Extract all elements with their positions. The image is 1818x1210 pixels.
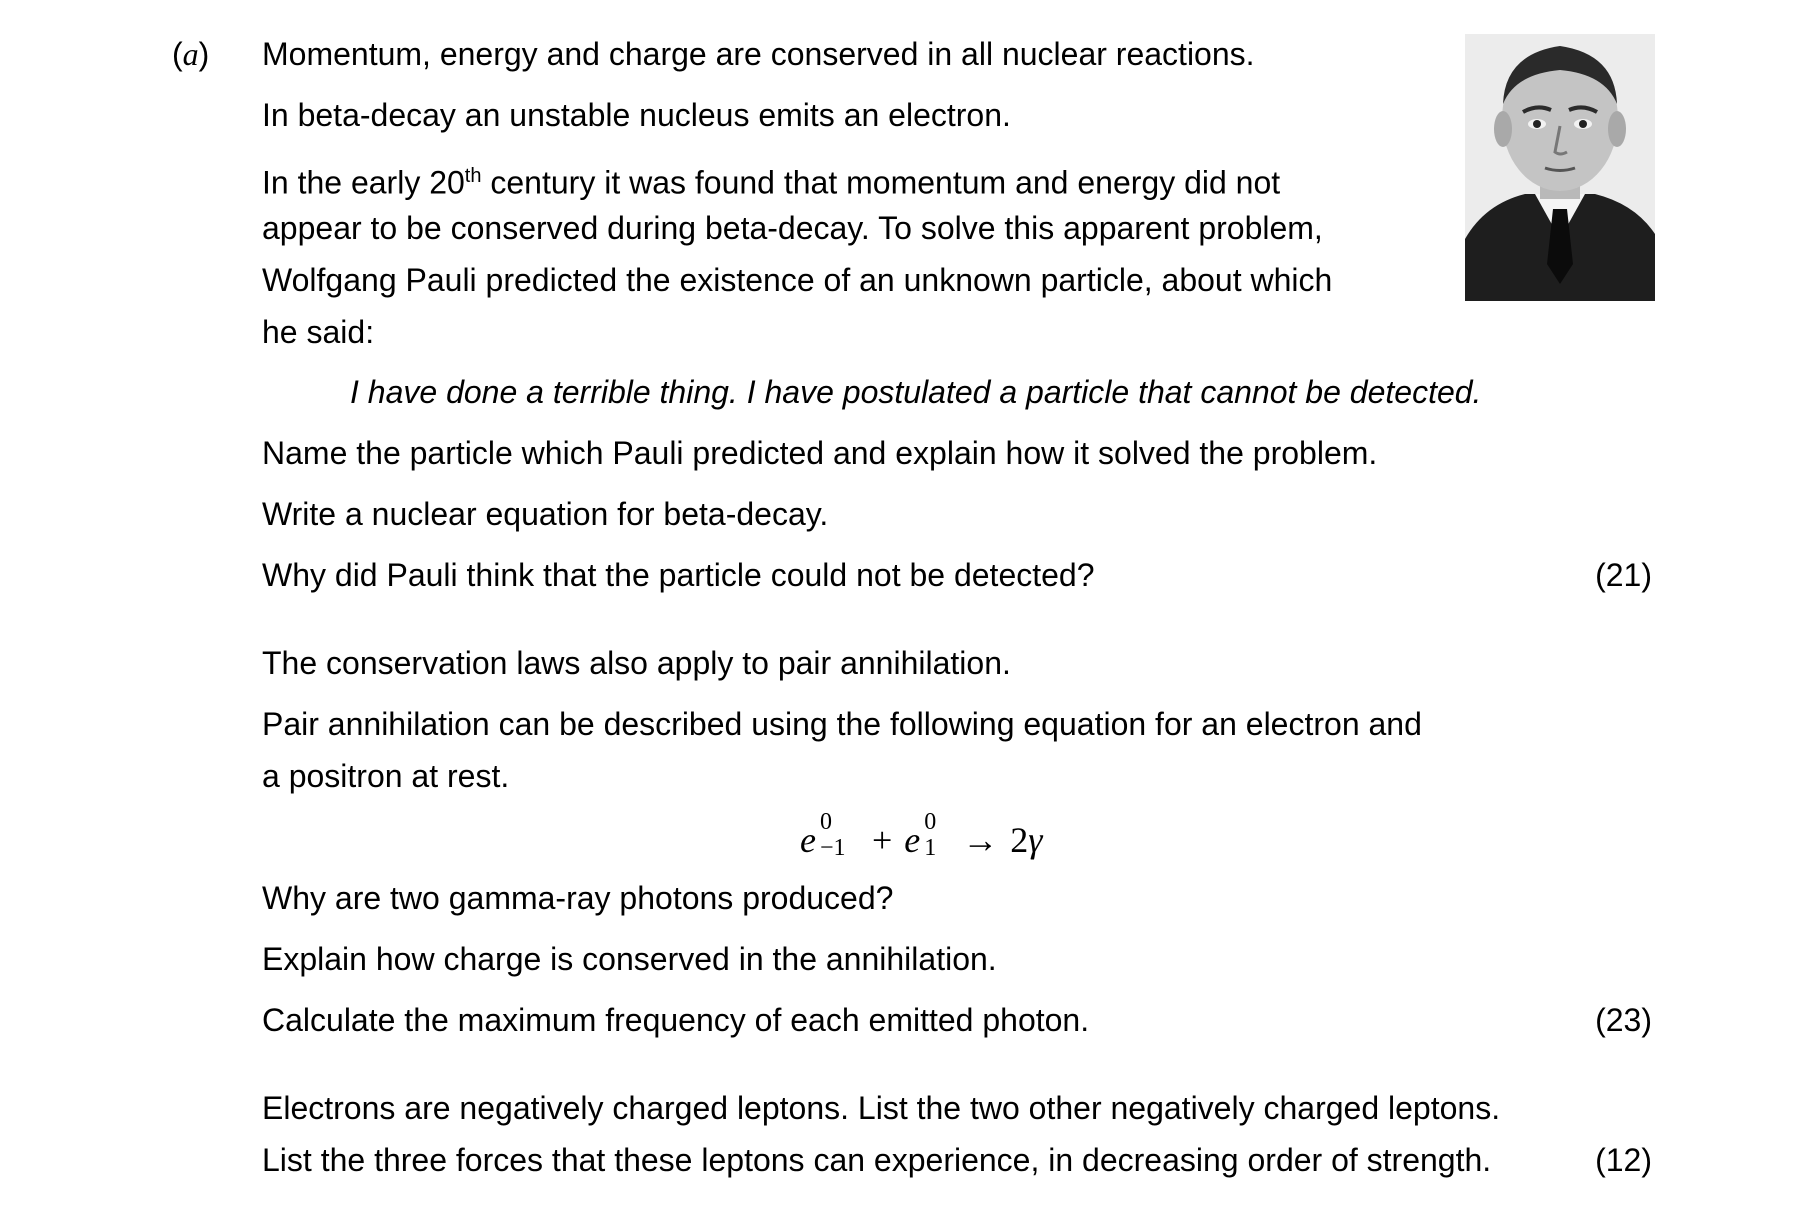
pauli-quote: I have done a terrible thing. I have postulated a particle that cannot be detected. bbox=[350, 374, 1482, 410]
equation-plus: + bbox=[871, 820, 893, 860]
text-line-3 bbox=[262, 156, 1280, 203]
equation-positron-charge: 1 bbox=[924, 835, 937, 861]
text-line-2: In beta-decay an unstable nucleus emits an electron. bbox=[262, 97, 1011, 133]
equation-arrow: → bbox=[962, 820, 999, 860]
equation-positron-symbol: e bbox=[904, 820, 921, 860]
text-line-3a: In the early 20 bbox=[262, 164, 465, 201]
text-line-8: Write a nuclear equation for beta-decay. bbox=[262, 496, 829, 532]
equation-electron-numbers bbox=[816, 809, 860, 861]
marks-21: (21) bbox=[1595, 557, 1652, 593]
text-line-11: Pair annihilation can be described using the following equation for an electron and bbox=[262, 706, 1422, 742]
text-line-10: The conservation laws also apply to pair annihilation. bbox=[262, 645, 1011, 681]
label-paren-open: ( bbox=[172, 36, 183, 72]
text-line-1: Momentum, energy and charge are conserved in all nuclear reactions. bbox=[262, 36, 1255, 72]
equation-positron-mass: 0 bbox=[924, 809, 937, 835]
annihilation-equation bbox=[800, 809, 1043, 862]
text-line-6: he said: bbox=[262, 314, 375, 350]
question-label bbox=[172, 34, 209, 74]
text-line-17: List the three forces that these leptons can experience, in decreasing order of strength. bbox=[262, 1142, 1492, 1178]
equation-coefficient: 2 bbox=[1010, 820, 1029, 860]
label-letter: a bbox=[182, 36, 199, 72]
text-line-3b: century it was found that momentum and energy did not bbox=[481, 164, 1281, 201]
text-line-3-sup: th bbox=[464, 165, 482, 187]
text-line-14: Explain how charge is conserved in the annihilation. bbox=[262, 941, 997, 977]
equation-electron-mass: 0 bbox=[819, 809, 832, 835]
text-line-16: Electrons are negatively charged leptons. List the two other negatively charged leptons. bbox=[262, 1090, 1501, 1126]
text-line-12: a positron at rest. bbox=[262, 758, 510, 794]
equation-positron-numbers bbox=[920, 809, 950, 861]
text-line-7: Name the particle which Pauli predicted and explain how it solved the problem. bbox=[262, 435, 1378, 471]
equation-gamma: γ bbox=[1028, 820, 1043, 860]
text-line-13: Why are two gamma-ray photons produced? bbox=[262, 880, 894, 916]
text-line-4: appear to be conserved during beta-decay. To solve this apparent problem, bbox=[262, 210, 1323, 246]
text-line-15: Calculate the maximum frequency of each emitted photon. bbox=[262, 1002, 1090, 1038]
text-line-9: Why did Pauli think that the particle could not be detected? bbox=[262, 557, 1095, 593]
equation-electron-symbol: e bbox=[800, 820, 816, 860]
text-line-5: Wolfgang Pauli predicted the existence of an unknown particle, about which bbox=[262, 262, 1333, 298]
portrait-photo-icon bbox=[1465, 34, 1655, 301]
marks-23: (23) bbox=[1595, 1002, 1652, 1038]
marks-12: (12) bbox=[1595, 1142, 1652, 1178]
equation-electron-charge: −1 bbox=[819, 835, 846, 861]
label-paren-close: ) bbox=[198, 36, 210, 72]
